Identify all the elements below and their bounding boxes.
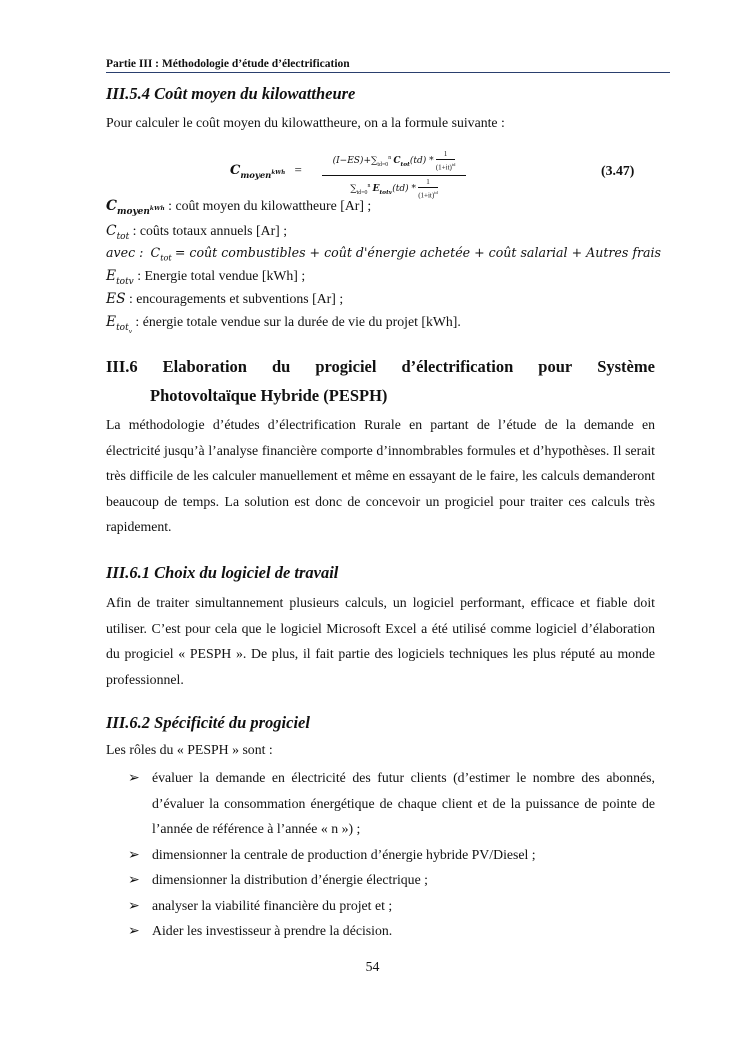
arrow-bullet-icon: ➢: [128, 770, 140, 785]
header-rule: [106, 72, 670, 73]
formula-fraction: [322, 148, 466, 203]
def-etotv: $E_{totv}$ : Energie total vendue [kWh] ;: [106, 268, 306, 287]
formula-numerator: $(I-ES)+\sum_{td=0}^n$ $C_{tot}(td) * \frac{1}{(1+it)^{td}}$: [332, 149, 456, 172]
heading-iii-6-2: III.6.2 Spécificité du progiciel: [106, 713, 310, 732]
intro-formula-text: Pour calculer le coût moyen du kilowattheure, on a la formule suivante :: [106, 115, 505, 130]
heading-iii-6-line2: Photovoltaïque Hybride (PESPH): [150, 386, 388, 405]
arrow-bullet-icon: ➢: [128, 923, 140, 938]
equation-number: (3.47): [601, 163, 635, 178]
roles-intro: Les rôles du « PESPH » sont :: [106, 742, 273, 757]
list-item: ➢ dimensionner la distribution d’énergie électrique ;: [128, 867, 655, 893]
def-ctot: $C_{tot}$ : coûts totaux annuels [Ar] ;: [106, 223, 288, 242]
list-item: ➢ Aider les investisseur à prendre la décision.: [128, 918, 655, 944]
page-number: 54: [365, 959, 380, 974]
def-etotv-lifetime: $E_{tot_v}$ : énergie totale vendue sur la durée de vie du projet [kWh].: [106, 314, 461, 335]
arrow-bullet-icon: ➢: [128, 846, 140, 862]
list-item: ➢ analyser la viabilité financière du projet et ;: [128, 893, 655, 919]
formula-cost-per-kwh: $C_{moyen^{kWh}}$ = $(I-ES)+\sum_{td=0}^n$ $C_{tot}(td) * \frac{1}{(1+it)^{td}}$ $\sum_{td=0}^n$ $E_{totv}(td) * \frac{1}{(1+it)^{td}}$: [230, 148, 490, 194]
arrow-bullet-icon: ➢: [128, 897, 140, 913]
heading-iii-5-4: III.5.4 Coût moyen du kilowattheure: [106, 84, 356, 103]
paragraph-iii-6: La méthodologie d’études d’électrification Rurale en partant de l’étude de la demande en électricité jusqu’à l’analyse financière comporte d’innombrables formules et d’hypothèses. Il serait très difficile de les calculer manuellement et même en essayant de le faire, les calculs demanderont beaucoup de temps. La solution est donc de concevoir un progiciel pour traiter ces calculs très rapidement.: [106, 417, 655, 534]
def-avec: avec : $C_{tot}$ = coût combustibles + coût d'énergie achetée + coût salarial + Autres frais: [106, 245, 662, 263]
formula-denominator: $\sum_{td=0}^n$ $E_{totv}(td) * \frac{1}{(1+it)^{td}}$: [350, 177, 438, 199]
def-es: ES : encouragements et subventions [Ar] ;: [106, 291, 344, 307]
list-item: ➢ évaluer la demande en électricité des futur clients (d’estimer le nombre des abonnés, d’évaluer la consommation énergétique de chaque client et de la puissance de pointe de l’année de référence à l’année « n ») ;: [128, 765, 655, 842]
heading-iii-6-1: III.6.1 Choix du logiciel de travail: [106, 563, 339, 582]
paragraph-iii-6-1: Afin de traiter simultannement plusieurs calculs, un logiciel performant, efficace et fiable doit utiliser. C’est pour cela que le logiciel Microsoft Excel a été utilisé comme logiciel d’élaboration du progiciel « PESPH ». De plus, il fait partie des logiciels techniques les plus réputé au monde professionnel.: [106, 595, 655, 687]
running-header: Partie III : Méthodologie d’étude d’électrification: [106, 58, 350, 70]
def-cmoyen: $C_{moyen^{kWh}}$ : coût moyen du kilowattheure [Ar] ;: [106, 198, 372, 217]
list-item: ➢ dimensionner la centrale de production d’énergie hybride PV/Diesel ;: [128, 842, 655, 868]
roles-list: [128, 765, 655, 944]
heading-iii-6: III.6 Elaboration du progiciel d’électrification pour Système: [106, 357, 655, 376]
arrow-bullet-icon: ➢: [128, 872, 140, 887]
